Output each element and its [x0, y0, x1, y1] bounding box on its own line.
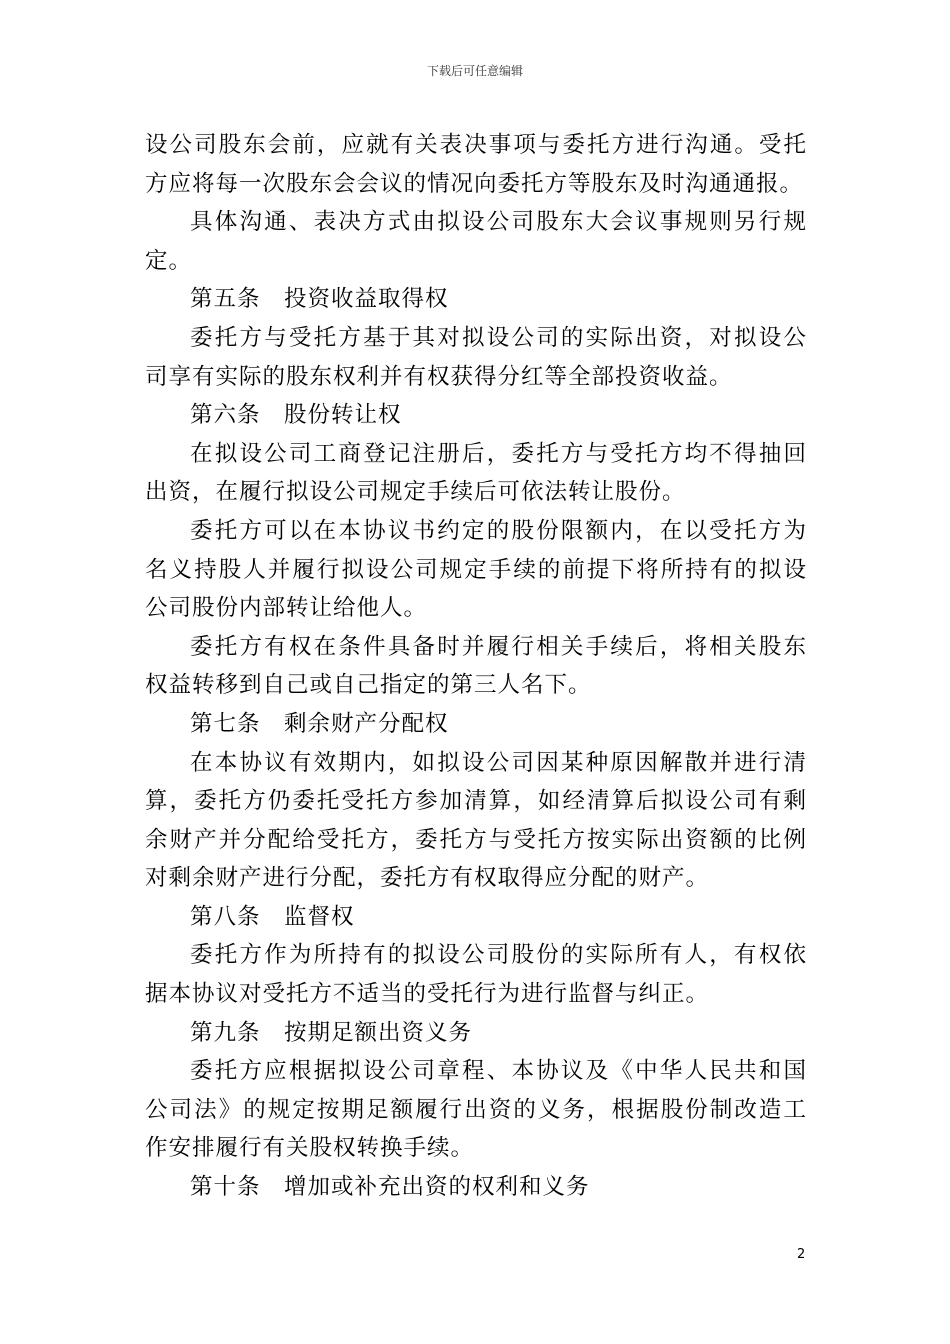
document-body	[145, 126, 807, 1207]
article-heading: 第八条 监督权	[190, 903, 355, 930]
paragraph-line: 公司法》的规定按期足额履行出资的义务，根据股份制改造工	[145, 1096, 807, 1123]
paragraph-line: 委托方作为所持有的拟设公司股份的实际所有人，有权依	[190, 942, 807, 969]
paragraph-line: 权益转移到自己或自己指定的第三人名下。	[145, 672, 592, 699]
paragraph-line: 在拟设公司工商登记注册后，委托方与受托方均不得抽回	[190, 440, 807, 467]
paragraph-line: 委托方与受托方基于其对拟设公司的实际出资，对拟设公	[190, 324, 807, 351]
paragraph-line: 对剩余财产进行分配，委托方有权取得应分配的财产。	[145, 865, 710, 892]
paragraph-line: 委托方应根据拟设公司章程、本协议及《中华人民共和国	[190, 1058, 807, 1085]
article-heading: 第九条 按期足额出资义务	[190, 1019, 473, 1046]
paragraph-line: 据本协议对受托方不适当的受托行为进行监督与纠正。	[145, 981, 710, 1008]
article-heading: 第七条 剩余财产分配权	[190, 710, 449, 737]
paragraph-line: 定。	[145, 247, 193, 274]
paragraph-line: 在本协议有效期内，如拟设公司因某种原因解散并进行清	[190, 749, 807, 776]
paragraph-line: 委托方可以在本协议书约定的股份限额内，在以受托方为	[190, 517, 807, 544]
page-header: 下载后可任意编辑	[426, 64, 523, 78]
page-number: 2	[797, 1247, 806, 1262]
paragraph-line: 设公司股东会前，应就有关表决事项与委托方进行沟通。受托	[145, 132, 807, 158]
paragraph-line: 方应将每一次股东会会议的情况向委托方等股东及时沟通通报。	[145, 170, 804, 197]
article-heading: 第五条 投资收益取得权	[190, 286, 449, 313]
paragraph-line: 余财产并分配给受托方，委托方与受托方按实际出资额的比例	[145, 826, 807, 853]
paragraph-line: 名义持股人并履行拟设公司规定手续的前提下将所持有的拟设	[145, 556, 807, 583]
paragraph-line: 算，委托方仍委托受托方参加清算，如经清算后拟设公司有剩	[145, 788, 807, 815]
paragraph-line: 公司股份内部转让给他人。	[145, 595, 428, 622]
article-heading: 第六条 股份转让权	[190, 402, 402, 429]
paragraph-line: 委托方有权在条件具备时并履行相关手续后，将相关股东	[190, 633, 807, 660]
paragraph-line: 出资，在履行拟设公司规定手续后可依法转让股份。	[145, 479, 686, 506]
paragraph-line: 作安排履行有关股权转换手续。	[145, 1135, 475, 1162]
article-heading: 第十条 增加或补充出资的权利和义务	[190, 1174, 590, 1201]
paragraph-line: 具体沟通、表决方式由拟设公司股东大会议事规则另行规	[190, 209, 807, 236]
paragraph-line: 司享有实际的股东权利并有权获得分红等全部投资收益。	[145, 363, 733, 390]
